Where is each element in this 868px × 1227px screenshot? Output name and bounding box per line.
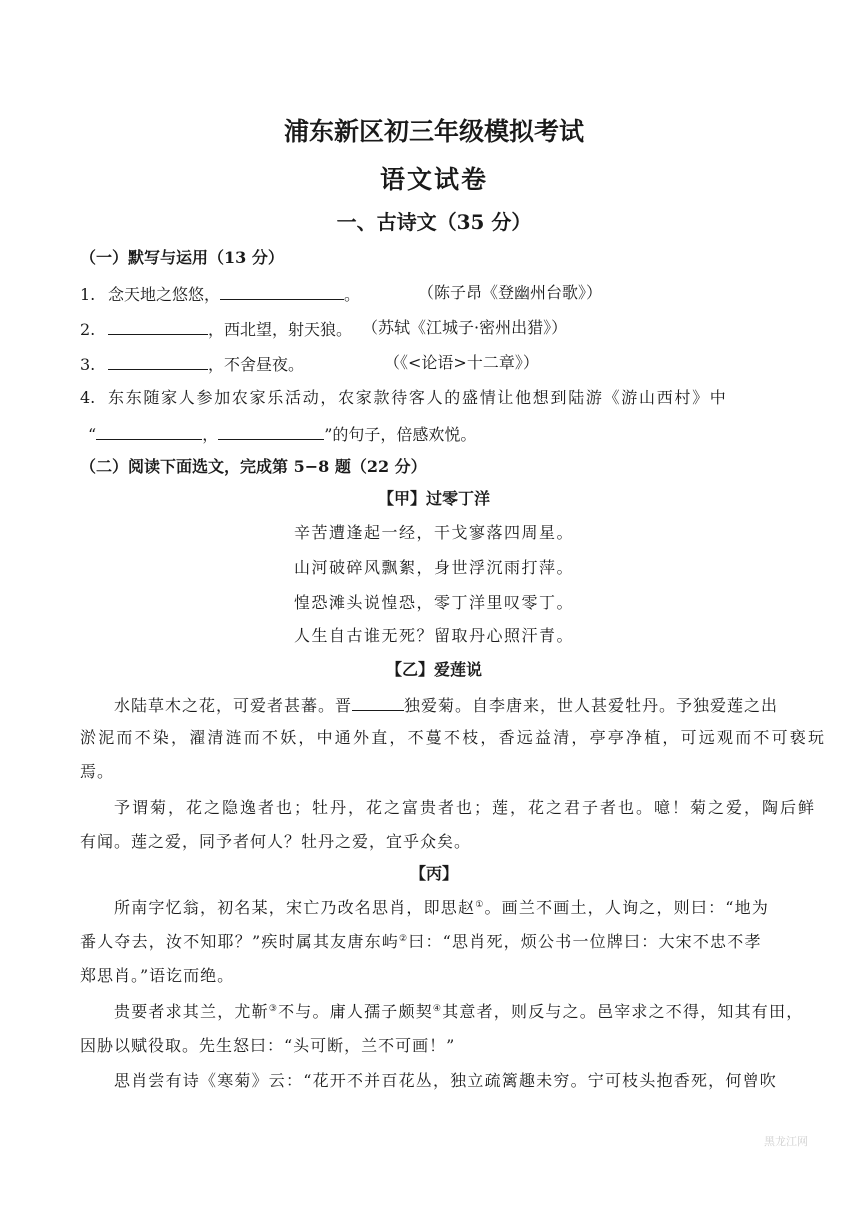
question-3-source: （《<论语>十二章》） [384, 353, 539, 372]
exam-subject: 语文试卷 [379, 165, 488, 194]
question-2 [80, 318, 352, 340]
question-number: 1. [80, 285, 96, 304]
question-1 [80, 283, 360, 305]
part1-heading: （一）默写与运用（13 分） [80, 248, 284, 267]
text-run: 曰：“思肖死，烦公书一位牌曰：大宋不忠不孝 [408, 932, 762, 951]
question-number: 3. [80, 355, 96, 374]
passage-bing-line [80, 932, 762, 952]
text-run: 其意者，则反与之。邑宰求之不得，知其有田， [442, 1002, 804, 1021]
poem-line: 辛苦遭逢起一经，干戈寥落四周星。 [293, 523, 574, 542]
question-number: 2. [80, 320, 96, 339]
question-text: ，西北望，射天狼。 [208, 320, 353, 339]
question-text: 念天地之悠悠， [108, 285, 221, 304]
text-run: 。画兰不画土，人询之，则曰：“地为 [484, 898, 770, 917]
passage-bing-line: 因胁以赋役取。先生怒曰：“头可断，兰不可画！” [80, 1036, 456, 1055]
passage-bing-line [114, 1002, 803, 1022]
answer-blank[interactable] [108, 353, 208, 370]
text-run: 贵要者求其兰，尤靳 [114, 1002, 269, 1021]
question-text-end: 。 [344, 285, 361, 304]
question-text-end: ”的句子，倍感欢悦。 [324, 425, 477, 444]
passage-bing-line: 思肖尝有诗《寒菊》云：“花开不并百花丛，独立疏篱趣未穷。宁可枝头抱香死，何曾吹 [114, 1071, 777, 1090]
question-4-line-2 [88, 423, 476, 445]
answer-blank[interactable] [218, 423, 324, 440]
answer-blank[interactable] [96, 423, 202, 440]
essay-yi-line: 焉。 [80, 762, 115, 781]
poem-line: 山河破碎风飘絮，身世浮沉雨打萍。 [293, 558, 574, 577]
section-heading: 一、古诗文（35 分） [336, 210, 532, 234]
poem-line: 人生自古谁无死？留取丹心照汗青。 [293, 626, 574, 645]
question-text: 东东随家人参加农家乐活动，农家款待客人的盛情让他想到陆游《游山西村》中 [108, 388, 728, 407]
text-run: 番人夺去，汝不知耶？”疾时属其友唐东屿 [80, 932, 399, 951]
part2-heading: （二）阅读下面选文，完成第 5−8 题（22 分） [80, 457, 427, 476]
open-quote: “ [88, 425, 97, 444]
answer-blank[interactable] [108, 318, 208, 335]
question-4-line-1 [80, 388, 728, 408]
comma: ， [202, 425, 219, 444]
passage-bing-line [114, 898, 769, 918]
essay-yi-line: 予谓菊，花之隐逸者也；牡丹，花之富贵者也；莲，花之君子者也。噫！菊之爱，陶后鲜 [114, 798, 817, 817]
footnote-marker: ④ [432, 1004, 443, 1014]
essay-yi-line: 有闻。莲之爱，同予者何人？牡丹之爱，宜乎众矣。 [80, 832, 472, 851]
passage-title-bing: 【丙】 [409, 864, 458, 883]
question-text: ，不舍昼夜。 [208, 355, 305, 374]
essay-title-yi: 【乙】爱莲说 [385, 660, 482, 679]
text-run: 不与。庸人孺子颇契 [278, 1002, 433, 1021]
footnote-marker: ② [398, 934, 409, 944]
question-1-source: （陈子昂《登幽州台歌》） [418, 283, 603, 302]
text-run: 水陆草木之花，可爱者甚蕃。晋 [114, 696, 353, 715]
question-number: 4. [80, 388, 96, 407]
poem-title-jia: 【甲】过零丁洋 [377, 489, 490, 508]
answer-blank[interactable] [352, 694, 404, 711]
text-run: 独爱菊。自李唐来，世人甚爱牡丹。予独爱莲之出 [404, 696, 779, 715]
text-run: 所南字忆翁，初名某，宋亡乃改名思肖，即思赵 [114, 898, 476, 917]
watermark: 黑龙江网 [764, 1135, 808, 1148]
essay-yi-line [114, 694, 778, 716]
footnote-marker: ③ [268, 1004, 279, 1014]
passage-bing-line: 郑思肖。”语讫而绝。 [80, 966, 235, 985]
question-3 [80, 353, 304, 375]
answer-blank[interactable] [220, 283, 344, 300]
footnote-marker: ① [475, 900, 485, 910]
poem-line: 惶恐滩头说惶恐，零丁洋里叹零丁。 [293, 593, 574, 612]
exam-title: 浦东新区初三年级模拟考试 [283, 117, 584, 146]
question-2-source: （苏轼《江城子·密州出猎》） [362, 318, 568, 337]
essay-yi-line: 淤泥而不染，濯清涟而不妖，中通外直，不蔓不枝，香远益清，亭亭净植，可远观而不可亵玩 [80, 728, 827, 747]
